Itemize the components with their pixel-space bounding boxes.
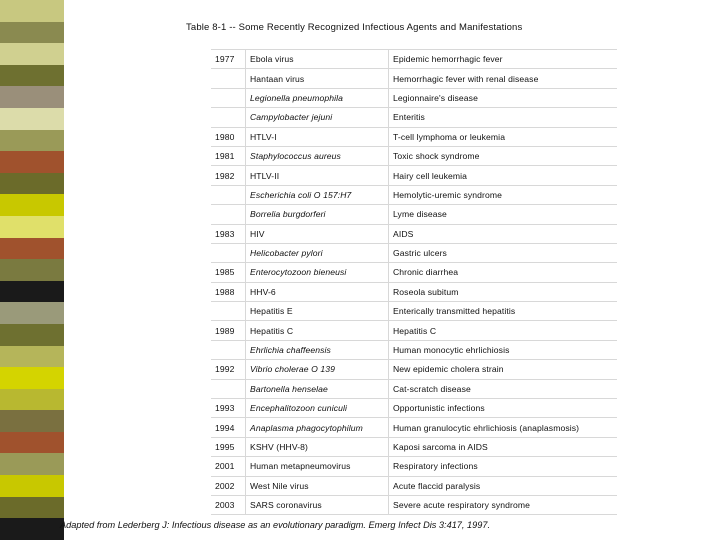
- stripe-block: [0, 43, 64, 65]
- stripe-block: [0, 108, 64, 130]
- year-cell: 1982: [211, 166, 246, 185]
- table-row: [211, 457, 617, 476]
- manifestation-cell: T-cell lymphoma or leukemia: [389, 127, 618, 146]
- table-row: [211, 263, 617, 282]
- manifestation-cell: New epidemic cholera strain: [389, 360, 618, 379]
- manifestation-cell: Kaposi sarcoma in AIDS: [389, 437, 618, 456]
- table-row: [211, 243, 617, 262]
- manifestation-cell: Human monocytic ehrlichiosis: [389, 340, 618, 359]
- agent-cell: Escherichia coli O 157:H7: [246, 185, 389, 204]
- table-row: [211, 88, 617, 107]
- manifestation-cell: Toxic shock syndrome: [389, 146, 618, 165]
- agent-cell: KSHV (HHV-8): [246, 437, 389, 456]
- agent-cell: Helicobacter pylori: [246, 243, 389, 262]
- table-row: [211, 108, 617, 127]
- stripe-block: [0, 86, 64, 108]
- manifestation-cell: Human granulocytic ehrlichiosis (anaplasmosis): [389, 418, 618, 437]
- agent-cell: HTLV-I: [246, 127, 389, 146]
- table-row: [211, 399, 617, 418]
- manifestation-cell: Epidemic hemorrhagic fever: [389, 50, 618, 69]
- year-cell: [211, 69, 246, 88]
- agent-cell: HHV-6: [246, 282, 389, 301]
- year-cell: [211, 185, 246, 204]
- stripe-block: [0, 130, 64, 152]
- table-title: Table 8-1 -- Some Recently Recognized Infectious Agents and Manifestations: [186, 22, 523, 33]
- table-row: [211, 476, 617, 495]
- year-cell: 1989: [211, 321, 246, 340]
- agent-cell: HTLV-II: [246, 166, 389, 185]
- stripe-block: [0, 346, 64, 368]
- agent-cell: Hepatitis E: [246, 302, 389, 321]
- stripe-block: [0, 259, 64, 281]
- table-row: [211, 69, 617, 88]
- agent-cell: Ebola virus: [246, 50, 389, 69]
- agent-cell: Human metapneumovirus: [246, 457, 389, 476]
- year-cell: 2003: [211, 495, 246, 514]
- stripe-block: [0, 410, 64, 432]
- source-citation: Adapted from Lederberg J: Infectious disease as an evolutionary paradigm. Emerg Infect Dis 3:417, 1997.: [60, 520, 491, 530]
- year-cell: 1983: [211, 224, 246, 243]
- agent-cell: Encephalitozoon cuniculi: [246, 399, 389, 418]
- manifestation-cell: Enteritis: [389, 108, 618, 127]
- stripe-block: [0, 22, 64, 44]
- stripe-block: [0, 302, 64, 324]
- manifestation-cell: Hepatitis C: [389, 321, 618, 340]
- year-cell: 1988: [211, 282, 246, 301]
- manifestation-cell: Severe acute respiratory syndrome: [389, 495, 618, 514]
- stripe-block: [0, 389, 64, 411]
- manifestation-cell: Lyme disease: [389, 205, 618, 224]
- manifestation-cell: Hairy cell leukemia: [389, 166, 618, 185]
- manifestation-cell: Respiratory infections: [389, 457, 618, 476]
- manifestation-cell: Gastric ulcers: [389, 243, 618, 262]
- agent-cell: Anaplasma phagocytophilum: [246, 418, 389, 437]
- year-cell: [211, 302, 246, 321]
- year-cell: [211, 88, 246, 107]
- table-row: [211, 340, 617, 359]
- year-cell: [211, 205, 246, 224]
- year-cell: [211, 340, 246, 359]
- stripe-block: [0, 65, 64, 87]
- manifestation-cell: Hemolytic-uremic syndrome: [389, 185, 618, 204]
- stripe-block: [0, 453, 64, 475]
- agent-cell: Ehrlichia chaffeensis: [246, 340, 389, 359]
- stripe-block: [0, 281, 64, 303]
- table-row: [211, 166, 617, 185]
- stripe-block: [0, 238, 64, 260]
- decorative-stripe: [0, 0, 64, 540]
- agent-cell: Enterocytozoon bieneusi: [246, 263, 389, 282]
- table-row: [211, 321, 617, 340]
- table-row: [211, 302, 617, 321]
- stripe-block: [0, 194, 64, 216]
- manifestation-cell: Roseola subitum: [389, 282, 618, 301]
- year-cell: 1980: [211, 127, 246, 146]
- year-cell: 1992: [211, 360, 246, 379]
- manifestation-cell: Chronic diarrhea: [389, 263, 618, 282]
- year-cell: 1994: [211, 418, 246, 437]
- agent-cell: Hepatitis C: [246, 321, 389, 340]
- year-cell: 1977: [211, 50, 246, 69]
- agent-cell: Bartonella henselae: [246, 379, 389, 398]
- stripe-block: [0, 432, 64, 454]
- infectious-agents-table: [211, 49, 617, 515]
- agent-cell: Campylobacter jejuni: [246, 108, 389, 127]
- stripe-block: [0, 0, 64, 22]
- stripe-block: [0, 518, 64, 540]
- agent-cell: Legionella pneumophila: [246, 88, 389, 107]
- table-row: [211, 495, 617, 514]
- manifestation-cell: Acute flaccid paralysis: [389, 476, 618, 495]
- table-row: [211, 205, 617, 224]
- year-cell: [211, 108, 246, 127]
- agent-cell: Borrelia burgdorferi: [246, 205, 389, 224]
- year-cell: 1985: [211, 263, 246, 282]
- agent-cell: Vibrio cholerae O 139: [246, 360, 389, 379]
- manifestation-cell: Enterically transmitted hepatitis: [389, 302, 618, 321]
- manifestation-cell: Legionnaire's disease: [389, 88, 618, 107]
- agent-cell: SARS coronavirus: [246, 495, 389, 514]
- agent-cell: West Nile virus: [246, 476, 389, 495]
- year-cell: 1981: [211, 146, 246, 165]
- table-row: [211, 282, 617, 301]
- table-row: [211, 379, 617, 398]
- stripe-block: [0, 324, 64, 346]
- table-row: [211, 224, 617, 243]
- table-row: [211, 360, 617, 379]
- agent-cell: Staphylococcus aureus: [246, 146, 389, 165]
- year-cell: 1993: [211, 399, 246, 418]
- stripe-block: [0, 497, 64, 519]
- table-row: [211, 127, 617, 146]
- year-cell: 2001: [211, 457, 246, 476]
- manifestation-cell: Opportunistic infections: [389, 399, 618, 418]
- year-cell: 1995: [211, 437, 246, 456]
- manifestation-cell: AIDS: [389, 224, 618, 243]
- stripe-block: [0, 151, 64, 173]
- year-cell: 2002: [211, 476, 246, 495]
- table-row: [211, 146, 617, 165]
- agent-cell: Hantaan virus: [246, 69, 389, 88]
- manifestation-cell: Cat-scratch disease: [389, 379, 618, 398]
- agent-cell: HIV: [246, 224, 389, 243]
- table-row: [211, 418, 617, 437]
- manifestation-cell: Hemorrhagic fever with renal disease: [389, 69, 618, 88]
- table-row: [211, 50, 617, 69]
- table-row: [211, 185, 617, 204]
- year-cell: [211, 243, 246, 262]
- table-row: [211, 437, 617, 456]
- stripe-block: [0, 173, 64, 195]
- year-cell: [211, 379, 246, 398]
- stripe-block: [0, 216, 64, 238]
- stripe-block: [0, 367, 64, 389]
- stripe-block: [0, 475, 64, 497]
